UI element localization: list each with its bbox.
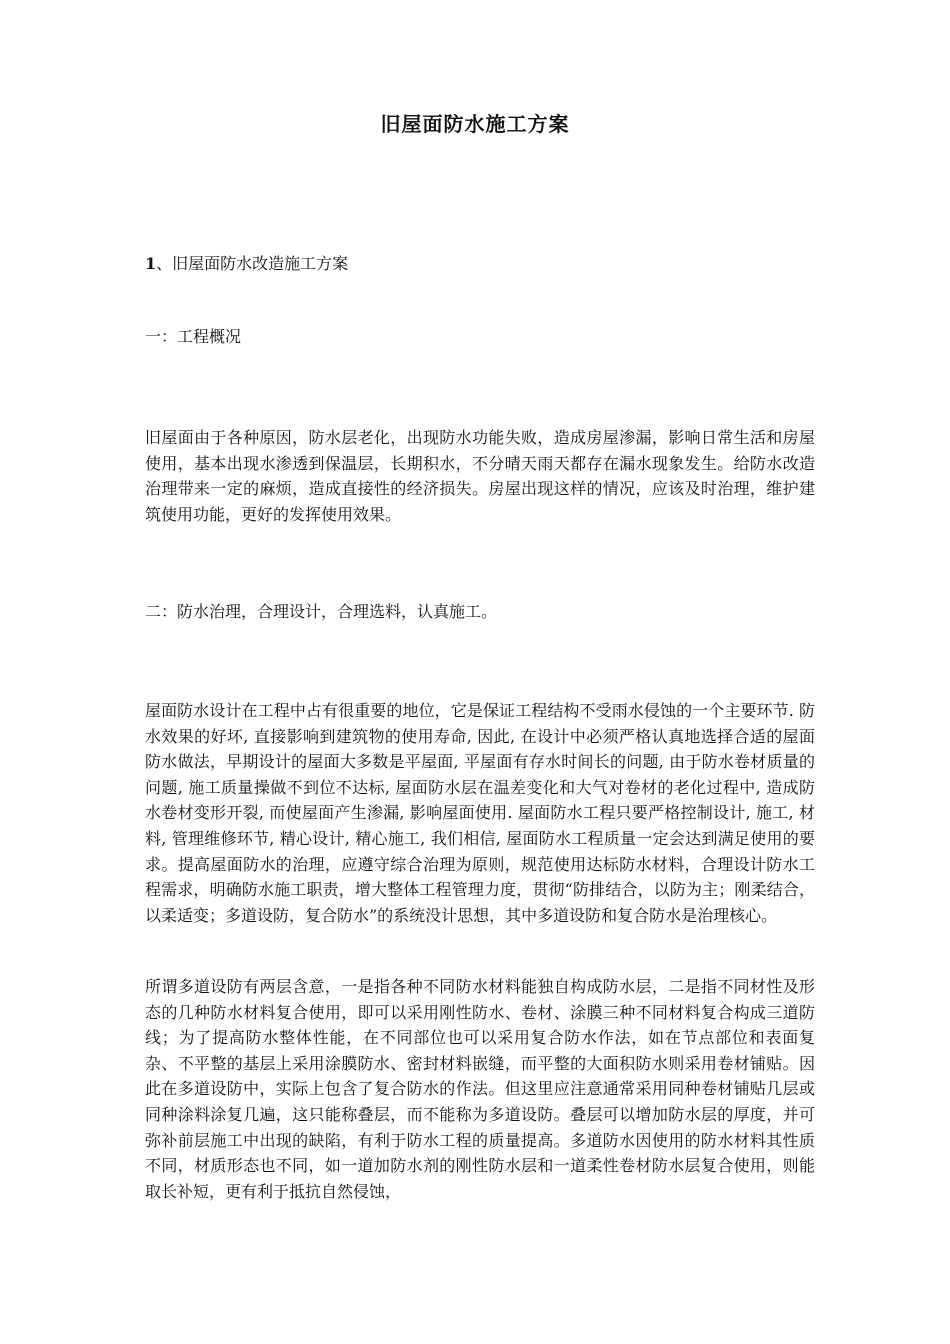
subheading-waterproof-treatment: 二：防水治理，合理设计，合理选料，认真施工。 [145,602,498,621]
section-heading [145,252,348,276]
paragraph-design: 屋面防水设计在工程中占有很重要的地位，它是保证工程结构不受雨水侵蚀的一个主要环节. 防水效果的好坏, 直接影响到建筑物的使用寿命, 因此, 在设计中必须严格认真地选择合适的屋面防水做法，早期设计的屋面大多数是平屋面, 平屋面有存水时间长的问题, 由于防水卷材质量的问题, 施工质量操做不到位不达标, 屋面防水层在温差变化和大气对卷材的老化过程中, 造成防水卷材变形开裂, 而使屋面产生渗漏, 影响屋面使用. 屋面防水工程只要严格控制设计, 施工, 材料, 管理维修环节, 精心设计, 精心施工, 我们相信, 屋面防水工程质量一定会达到满足使用的要求。提高屋面防水的治理，应遵守综合治理为原则，规范使用达标防水材料，合理设计防水工程需求，明确防水施工职责，增大整体工程管理力度，贯彻“防排结合，以防为主；刚柔结合，以柔适变；多道设防，复合防水”的系统没计思想，其中多道设防和复合防水是治理核心。 [145,701,815,925]
paragraph-multi-layer: 所谓多道设防有两层含意，一是指各种不同防水材料能独自构成防水层，二是指不同材性及形态的几种防水材料复合使用，即可以采用刚性防水、卷材、涂膜三种不同材料复合构成三道防线；为了提高防水整体性能，在不同部位也可以采用复合防水作法，如在节点部位和表面复杂、不平整的基层上采用涂膜防水、密封材料嵌缝，而平整的大面积防水则采用卷材铺贴。因此在多道设防中，实际上包含了复合防水的作法。但这里应注意通常采用同种卷材铺贴几层或同种涂料涂复几遍，这只能称叠层，而不能称为多道设防。叠层可以增加防水层的厚度，并可弥补前层施工中出现的缺陷，有利于防水工程的质量提高。多道防水因使用的防水材料其性质不同，材质形态也不同，如一道加防水剂的刚性防水层和一道柔性卷材防水层复合使用，则能取长补短，更有利于抵抗自然侵蚀， [145,977,815,1201]
subheading-project-overview: 一：工程概况 [145,327,242,346]
section-number: 1 [145,254,157,273]
document-title: 旧屋面防水施工方案 [380,112,570,136]
paragraph-overview: 旧屋面由于各种原因，防水层老化，出现防水功能失败，造成房屋渗漏，影响日常生活和房屋使用，基本出现水渗透到保温层，长期积水，不分晴天雨天都存在漏水现象发生。给防水改造治理带来一定的麻烦，造成直接性的经济损失。房屋出现这样的情况，应该及时治理，维护建筑使用功能，更好的发挥使用效果。 [145,428,815,524]
section-title: 、旧屋面防水改造施工方案 [156,254,349,273]
